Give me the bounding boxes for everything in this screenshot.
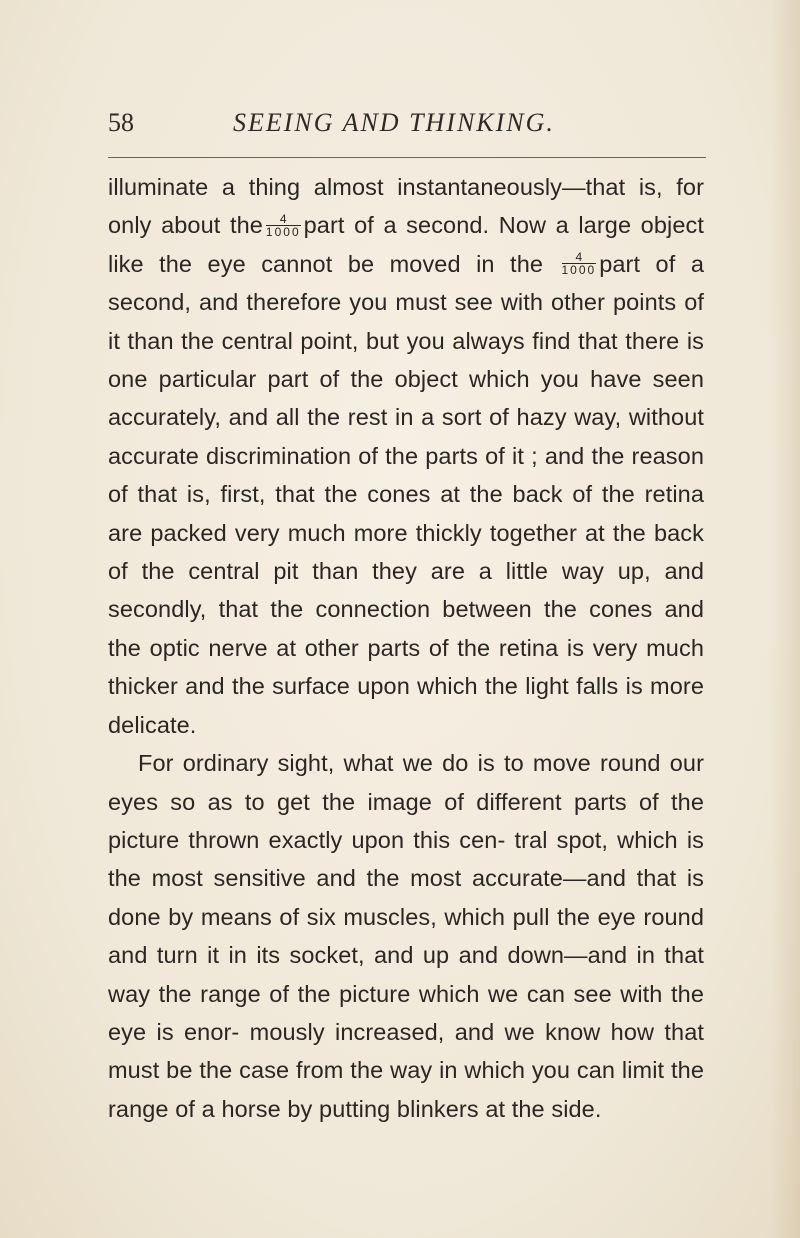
page-header (108, 108, 708, 148)
fraction-four-thousandths-1 (266, 213, 301, 238)
paragraph-1 (108, 168, 704, 744)
page-number: 58 (108, 108, 134, 137)
paragraph-1-middle: part of a second. Now a large object like the eye cannot be moved in the (108, 212, 704, 277)
fraction-numerator: 4 (266, 213, 301, 226)
fraction-denominator: 1000 (561, 263, 597, 278)
header-rule (108, 157, 706, 158)
fraction-numerator: 4 (562, 251, 597, 264)
fraction-four-thousandths-2 (562, 251, 597, 276)
body-text (108, 168, 704, 1128)
paragraph-2: For ordinary sight, what we do is to move round our eyes so as to get the image of different parts of the picture thrown exactly upon this cen- tral spot, which is the most sensitive and the most accurate—and that is done by means of six muscles, which pull the eye round and turn it in its socket, and up and down—and in that way the range of the picture which we can see with the eye is enor- mously increased, and we know how that must be the case from the way in which you can limit the range of a horse by putting blinkers at the side. (108, 750, 704, 1122)
fraction-denominator: 1000 (265, 224, 301, 239)
running-title: SEEING AND THINKING. (233, 108, 555, 137)
page-edge-shadow (770, 0, 800, 1238)
paragraph-1-end: part of a second, and therefore you must see with other points of it than the central point, but you always find that there is one particular part of the object which you have seen accurately, and all the rest in a sort of hazy way, without accurate discrimination of the parts of it ; and the reason of that is, first, that the cones at the back of the retina are packed very much more thickly together at the back of the central pit than they are a little way up, and secondly, that the connection between the cones and the optic nerve at other parts of the retina is very much thicker and the surface upon which the light falls is more delicate. (108, 250, 704, 738)
paragraph-1-start: illuminate a thing almost instantaneously—that is, for only about the (108, 174, 704, 239)
